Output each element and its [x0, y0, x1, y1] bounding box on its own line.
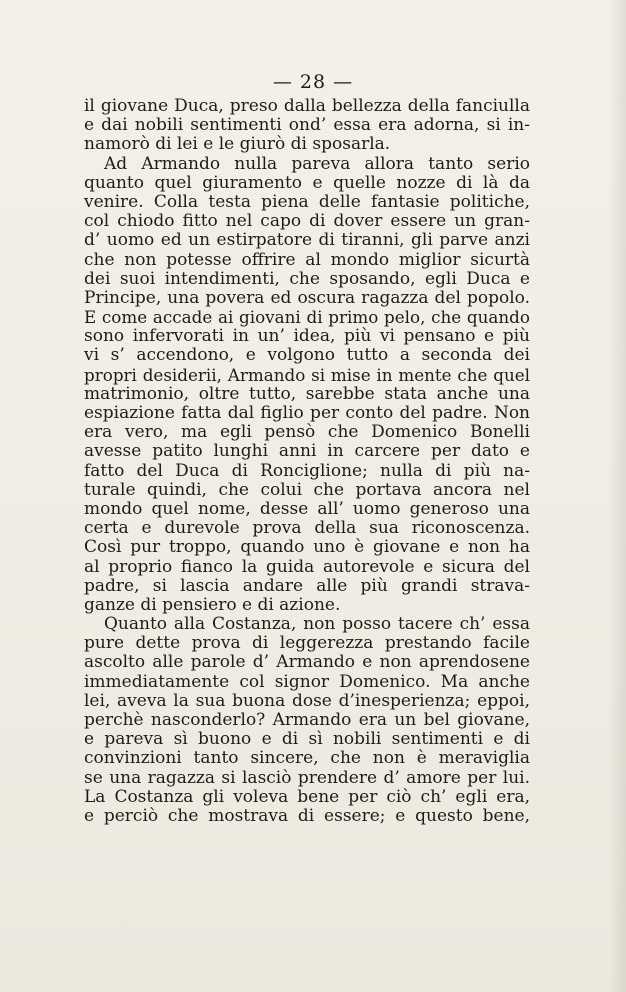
- text-line: La Costanza gli voleva bene per ciò ch’ egli era,: [84, 787, 530, 807]
- text-line: dei suoi intendimenti, che sposando, egli Duca e: [84, 269, 530, 289]
- body-text: [84, 97, 530, 826]
- text-line: sono infervorati in un’ idea, più vi pensano e più: [84, 327, 530, 347]
- page-number: — 28 —: [272, 71, 354, 93]
- text-line: venire. Colla testa piena delle fantasie politiche,: [84, 192, 530, 212]
- text-line: turale quindi, che colui che portava ancora nel: [84, 480, 530, 500]
- text-line: ascolto alle parole d’ Armando e non aprendosene: [84, 653, 530, 673]
- text-line: mondo quel nome, desse all’ uomo generoso una: [84, 499, 530, 519]
- text-line: immediatamente col signor Domenico. Ma anche: [84, 672, 530, 692]
- text-line: che non potesse offrire al mondo miglior sicurtà: [84, 250, 530, 270]
- text-line: avesse patito lunghi anni in carcere per dato e: [84, 442, 530, 462]
- text-line: e perciò che mostrava di essere; e questo bene,: [84, 806, 530, 826]
- text-line: matrimonio, oltre tutto, sarebbe stata anche una: [84, 384, 530, 404]
- text-line: Principe, una povera ed oscura ragazza del popolo.: [84, 288, 530, 308]
- text-line: Quanto alla Costanza, non posso tacere ch’ essa: [104, 615, 530, 635]
- text-line: certa e durevole prova della sua riconoscenza.: [84, 519, 530, 539]
- text-line: lei, aveva la sua buona dose d’inesperienza; eppoi,: [84, 691, 530, 711]
- text-line: ganze di pensiero e di azione.: [84, 595, 341, 615]
- text-line: convinzioni tanto sincere, che non è meraviglia: [84, 749, 530, 769]
- text-line: Così pur troppo, quando uno è giovane e non ha: [84, 538, 530, 558]
- text-line: propri desiderii, Armando si mise in mente che quel: [84, 365, 530, 385]
- text-line: Ad Armando nulla pareva allora tanto serio: [104, 154, 530, 174]
- text-line: era vero, ma egli pensò che Domenico Bonelli: [84, 423, 530, 443]
- text-line: espiazione fatta dal figlio per conto del padre. Non: [84, 404, 530, 423]
- text-line: fatto del Duca di Ronciglione; nulla di più na-: [84, 461, 530, 481]
- text-line: se una ragazza si lasciò prendere d’ amore per lui.: [84, 768, 530, 788]
- text-line: quanto quel giuramento e quelle nozze di là da: [84, 173, 530, 193]
- text-line: il giovane Duca, preso dalla bellezza della fanciulla: [84, 97, 530, 116]
- text-line: perchè nasconderlo? Armando era un bel giovane,: [84, 711, 530, 730]
- text-line: col chiodo fitto nel capo di dover essere un gran-: [84, 212, 530, 232]
- text-line: E come accade ai giovani di primo pelo, che quando: [84, 308, 530, 328]
- text-line: pure dette prova di leggerezza prestando facile: [84, 634, 530, 654]
- text-line: d’ uomo ed un estirpatore di tiranni, gli parve anzi: [84, 231, 530, 251]
- text-line: padre, si lascia andare alle più grandi strava-: [84, 576, 530, 596]
- text-line: e dai nobili sentimenti ond’ essa era adorna, si in-: [84, 116, 530, 136]
- text-line: namorò di lei e le giurò di sposarla.: [84, 135, 391, 155]
- text-line: vi s’ accendono, e volgono tutto a seconda dei: [84, 346, 530, 366]
- page-edge-shadow: [608, 0, 626, 992]
- text-line: e pareva sì buono e di sì nobili sentimenti e di: [84, 730, 530, 750]
- text-line: al proprio fianco la guida autorevole e sicura del: [84, 557, 530, 577]
